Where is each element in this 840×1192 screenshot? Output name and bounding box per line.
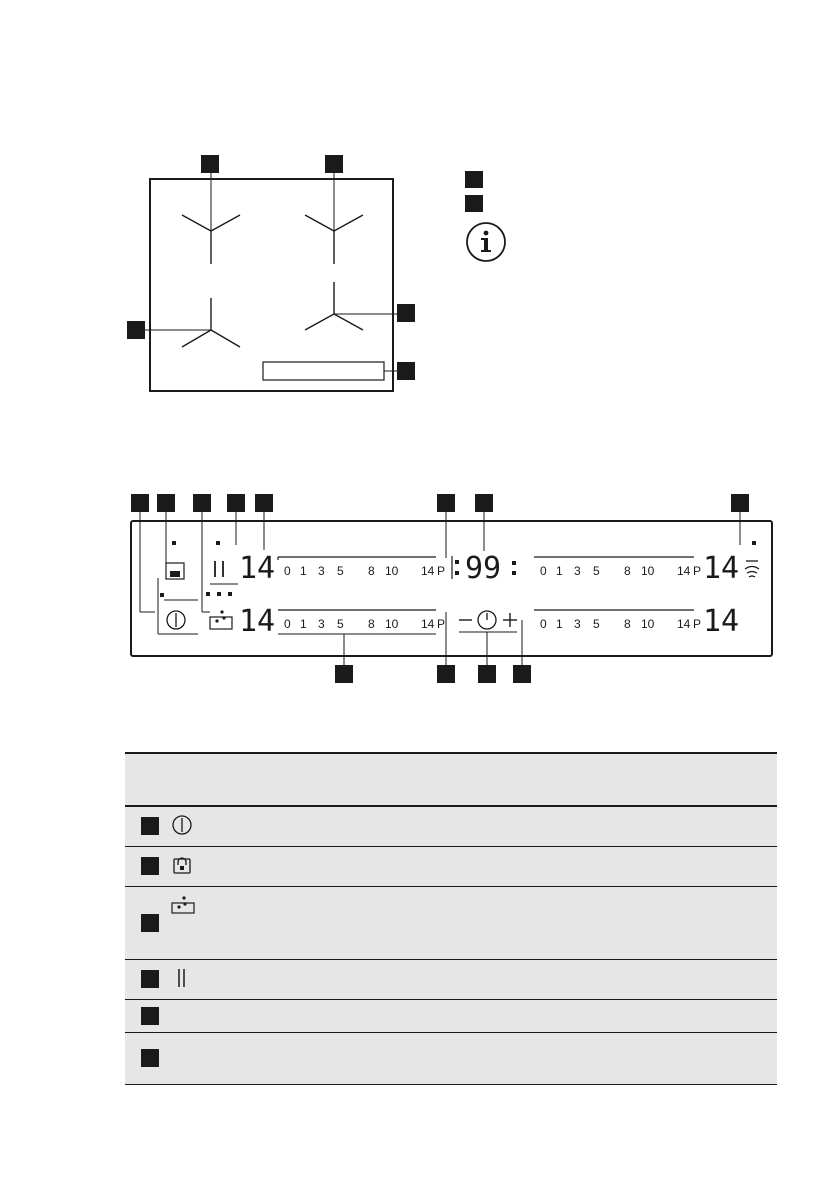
control-panel-outline — [263, 362, 384, 380]
scale-label: 8 — [368, 564, 375, 578]
pause-icon[interactable] — [215, 561, 223, 577]
hob2hood-icon[interactable] — [210, 610, 232, 629]
display-digits: 14 — [239, 551, 276, 586]
scale-label: 5 — [337, 564, 344, 578]
scale-label: 10 — [385, 564, 399, 578]
table-row — [125, 886, 777, 959]
lock-icon — [170, 853, 194, 877]
callout-marker-4 — [397, 304, 415, 322]
hob-outline — [150, 179, 393, 391]
scale-label: 5 — [337, 617, 344, 631]
scale-label: P — [437, 564, 446, 578]
scale-label: P — [693, 564, 702, 578]
power-icon — [170, 813, 194, 837]
timer-display — [452, 551, 516, 586]
heat-display-left-front — [239, 604, 275, 639]
table-row — [125, 846, 777, 886]
scale-label: 0 — [540, 617, 547, 631]
scale-label: 10 — [385, 617, 399, 631]
heat-display-left-rear — [239, 551, 275, 586]
scale-label: 3 — [318, 564, 325, 578]
callout-marker-2 — [325, 155, 343, 173]
legend-marker-2 — [465, 195, 483, 212]
heat-display-right-rear — [703, 551, 739, 586]
callout-marker-5 — [397, 362, 415, 380]
legend-marker-1 — [465, 171, 483, 188]
row-marker — [141, 970, 159, 988]
row-marker — [141, 1049, 159, 1067]
callout-marker-3 — [127, 321, 145, 339]
heat-display-right-front — [703, 604, 739, 639]
info-icon — [467, 223, 505, 261]
scale-label: 8 — [368, 617, 375, 631]
display-digits: 14 — [239, 604, 276, 639]
scale-label: 0 — [284, 564, 291, 578]
scale-label: 1 — [300, 564, 307, 578]
slider-left-rear[interactable] — [278, 557, 436, 560]
bridge-icon[interactable] — [745, 561, 759, 577]
function-table — [125, 752, 777, 1085]
scale-label: 14 — [421, 564, 435, 578]
scale-label: 0 — [284, 617, 291, 631]
scale-label: 8 — [624, 617, 631, 631]
timer-icon[interactable] — [478, 611, 496, 629]
display-digits: 14 — [703, 604, 740, 639]
timer-plus-button[interactable] — [503, 613, 517, 627]
hob2hood-icon — [170, 893, 196, 917]
callout-marker-1 — [201, 155, 219, 173]
scale-label: 14 — [677, 617, 691, 631]
scale-label: 1 — [300, 617, 307, 631]
power-icon[interactable] — [167, 611, 185, 629]
indicator-dots — [206, 592, 232, 596]
bottom-callouts — [335, 665, 531, 683]
timer-digits: 99 — [465, 551, 502, 586]
scale-label: 3 — [574, 564, 581, 578]
scale-label: P — [437, 617, 446, 631]
scale-label: 14 — [421, 617, 435, 631]
scale-label: 14 — [677, 564, 691, 578]
table-row — [125, 999, 777, 1032]
scale-label: 10 — [641, 564, 655, 578]
row-marker — [141, 817, 159, 835]
table-row — [125, 959, 777, 999]
row-marker — [141, 914, 159, 932]
scale-label: 5 — [593, 564, 600, 578]
table-row — [125, 1032, 777, 1084]
pause-icon — [170, 966, 194, 990]
panel-outline — [131, 521, 772, 656]
scale-label: 3 — [318, 617, 325, 631]
scale-label: 8 — [624, 564, 631, 578]
scale-label: 10 — [641, 617, 655, 631]
row-marker — [141, 857, 159, 875]
scale-label: 1 — [556, 564, 563, 578]
table-row — [125, 806, 777, 846]
scale-label: 1 — [556, 617, 563, 631]
control-panel-diagram — [0, 480, 840, 700]
display-digits: 14 — [703, 551, 740, 586]
hob-diagram — [0, 0, 840, 430]
scale-label: 5 — [593, 617, 600, 631]
scale-label: 3 — [574, 617, 581, 631]
cooking-zone-right-front — [305, 282, 363, 330]
scale-label: 0 — [540, 564, 547, 578]
cooking-zone-left-front — [182, 298, 240, 347]
scale-label: P — [693, 617, 702, 631]
row-marker — [141, 1007, 159, 1025]
table-header-row — [125, 753, 777, 806]
top-callouts — [131, 494, 749, 512]
